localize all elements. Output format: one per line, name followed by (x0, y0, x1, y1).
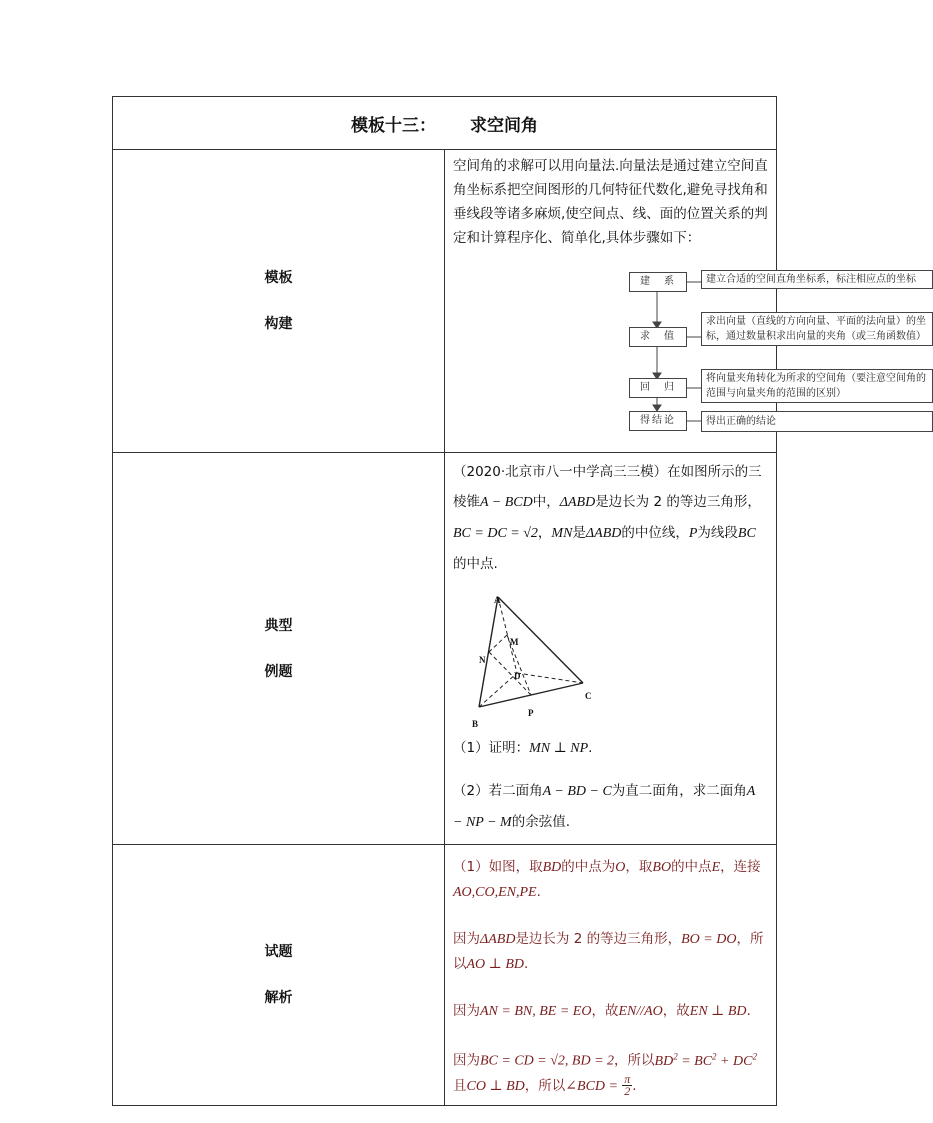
point-label-d: D (514, 671, 521, 681)
solution-content (445, 845, 777, 1106)
solution-line-1: （1）如图，取BD的中点为O，取BO的中点E，连接AO,CO,EN,PE. (453, 859, 761, 900)
flow-step-4-label: 得结论 (629, 411, 687, 431)
construct-content (445, 150, 926, 453)
title-part1: 模板十三： (351, 115, 436, 136)
construct-row (113, 150, 777, 453)
example-row (113, 453, 777, 845)
point-label-p: P (528, 708, 534, 718)
example-label: 典型 例题 (113, 453, 445, 845)
question-1: （1）证明：MN ⊥ NP. (453, 740, 593, 756)
question-2: （2）若二面角A − BD − C为直二面角，求二面角A − NP − M的余弦值. (453, 783, 756, 830)
flow-step-2-text: 求出向量（直线的方向向量、平面的法向量）的坐标，通过数量积求出向量的夹角（或三角函数值） (701, 312, 933, 346)
point-label-n: N (479, 655, 486, 665)
point-label-a: A (494, 595, 501, 605)
construct-label: 模板 构建 (113, 150, 445, 453)
flow-step-3-label: 回 归 (629, 378, 687, 398)
flow-step-1-text: 建立合适的空间直角坐标系，标注相应点的坐标 (701, 270, 933, 289)
example-content (445, 453, 777, 845)
pi-over-2: $\frac{\pi}{2}$ (624, 1072, 631, 1099)
flow-step-4-text: 得出正确的结论 (701, 411, 933, 432)
point-label-c: C (585, 691, 592, 701)
solution-row (113, 845, 777, 1106)
solution-line-2: 因为ΔABD是边长为 2 的等边三角形，BO = DO，所以AO ⊥ BD. (453, 931, 764, 972)
flow-step-3-text: 将向量夹角转化为所求的空间角（要注意空间角的范围与向量夹角的范围的区别） (701, 369, 933, 403)
template-table (112, 96, 926, 1106)
point-label-b: B (472, 719, 479, 729)
point-label-m: M (510, 637, 519, 647)
pyramid-figure (465, 585, 595, 729)
solution-label: 试题 解析 (113, 845, 445, 1106)
example-statement: （2020·北京市八一中学高三三模）在如图所示的三棱锥A − BCD中，ΔABD是边长为 2 的等边三角形，BC = DC = √2，MN是ΔABD的中位线，P为线段BC的中点. (453, 464, 762, 572)
flow-step-1-label: 建 系 (629, 272, 687, 292)
page-title (113, 97, 777, 150)
solution-line-3: 因为AN = BN, BE = EO，故EN//AO，故EN ⊥ BD. (453, 1003, 751, 1019)
flowchart (629, 270, 929, 440)
solution-line-4: 因为BC = CD = √2, BD = 2，所以$BD^2 = BC^2 + DC^2$且CO ⊥ BD，所以∠BCD = $\frac{\pi}{2}$ . (453, 1051, 757, 1099)
title-part2: 求空间角 (470, 115, 538, 136)
flow-step-2-label: 求 值 (629, 327, 687, 347)
construct-intro: 空间角的求解可以用向量法.向量法是通过建立空间直角坐标系把空间图形的几何特征代数化,避免寻找角和垂线段等诸多麻烦,使空间点、线、面的位置关系的判定和计算程序化、简单化,具体步骤如下： (453, 158, 768, 246)
